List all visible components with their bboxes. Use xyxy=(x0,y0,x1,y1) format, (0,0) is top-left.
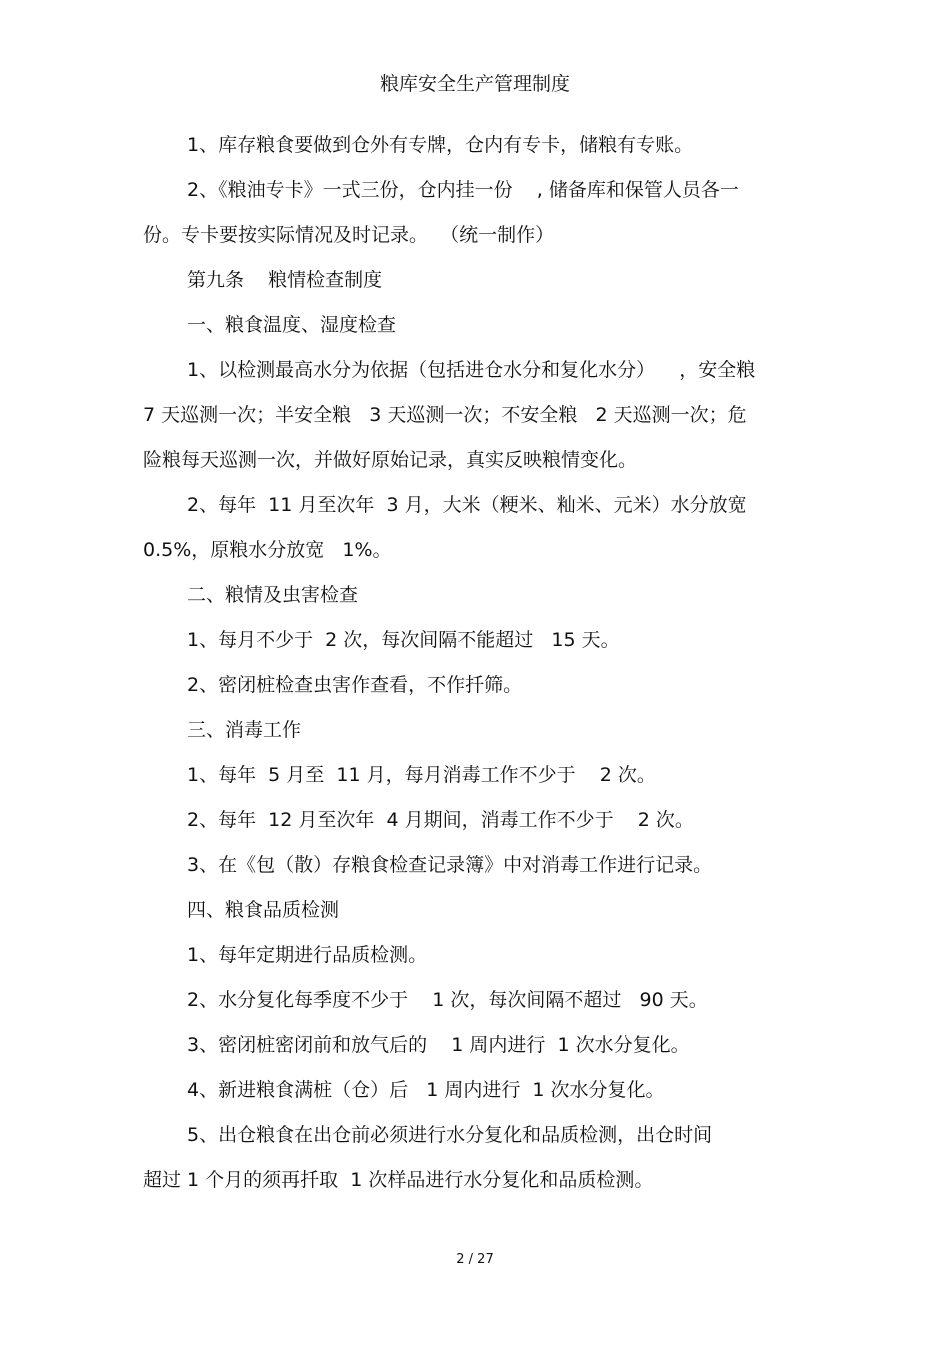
line-21: 3、密闭桩密闭前和放气后的 1 周内进行 1 次水分复化。 xyxy=(187,1034,690,1056)
subheading-pest-inspection: 二、粮情及虫害检查 xyxy=(187,584,359,606)
line-07: 7 天巡测一次；半安全粮 3 天巡测一次；不安全粮 2 天巡测一次；危 xyxy=(143,404,747,426)
line-13: 2、密闭桩检查虫害作查看，不作扦筛。 xyxy=(187,674,523,696)
line-09: 2、每年 11 月至次年 3 月，大米（粳米、籼米、元米）水分放宽 xyxy=(187,494,747,516)
page-number: 2 / 27 xyxy=(456,1252,494,1267)
line-06: 1、以检测最高水分为依据（包括进仓水分和复化水分） ，安全粮 xyxy=(187,359,756,381)
line-02: 2、《粮油专卡》一式三份，仓内挂一份 , 储备库和保管人员各一 xyxy=(187,179,739,201)
line-24: 超过 1 个月的须再扦取 1 次样品进行水分复化和品质检测。 xyxy=(143,1169,654,1191)
line-03: 份。专卡要按实际情况及时记录。 （统一制作） xyxy=(143,224,555,246)
line-20: 2、水分复化每季度不少于 1 次，每次间隔不超过 90 天。 xyxy=(187,989,708,1011)
page-header: 粮库安全生产管理制度 xyxy=(379,73,570,95)
subheading-temperature-humidity: 一、粮食温度、湿度检查 xyxy=(187,314,397,336)
subheading-quality-testing: 四、粮食品质检测 xyxy=(187,899,340,921)
subheading-disinfection: 三、消毒工作 xyxy=(187,719,302,741)
line-19: 1、每年定期进行品质检测。 xyxy=(187,944,428,966)
line-10: 0.5%，原粮水分放宽 1%。 xyxy=(143,539,392,561)
line-16: 2、每年 12 月至次年 4 月期间，消毒工作不少于 2 次。 xyxy=(187,809,694,831)
document-body xyxy=(143,128,813,1208)
section-heading-article-9: 第九条 粮情检查制度 xyxy=(187,269,383,291)
line-15: 1、每年 5 月至 11 月，每月消毒工作不少于 2 次。 xyxy=(187,764,656,786)
line-01: 1、库存粮食要做到仓外有专牌，仓内有专卡，储粮有专账。 xyxy=(187,134,694,156)
line-22: 4、新进粮食满桩（仓）后 1 周内进行 1 次水分复化。 xyxy=(187,1079,665,1101)
line-23: 5、出仓粮食在出仓前必须进行水分复化和品质检测，出仓时间 xyxy=(187,1124,713,1146)
line-17: 3、在《包（散）存粮食检查记录簿》中对消毒工作进行记录。 xyxy=(187,854,713,876)
line-12: 1、每月不少于 2 次，每次间隔不能超过 15 天。 xyxy=(187,629,620,651)
line-08: 险粮每天巡测一次，并做好原始记录，真实反映粮情变化。 xyxy=(143,449,638,471)
